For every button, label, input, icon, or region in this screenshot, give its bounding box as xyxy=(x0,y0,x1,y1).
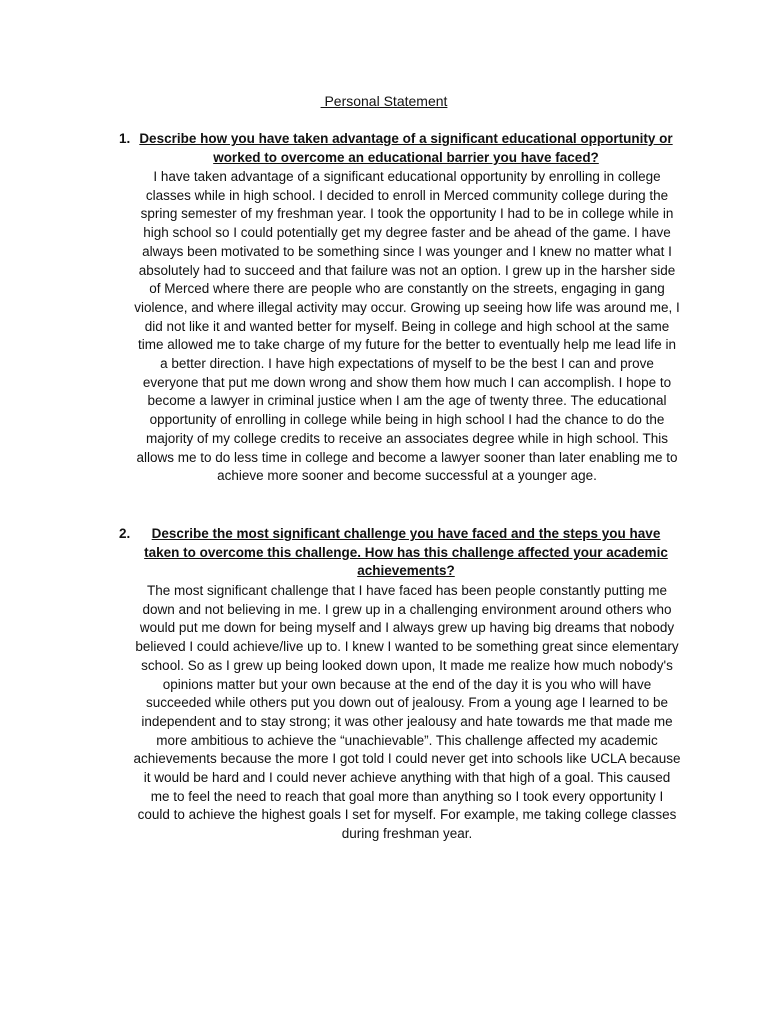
question-1 xyxy=(119,130,676,167)
question-number: 1. xyxy=(119,131,131,146)
question-2 xyxy=(119,525,676,581)
question-prompt: Describe how you have taken advantage of a significant educational opportunity or worked to overcome an educational barrier you have faced? xyxy=(139,131,673,165)
answer-1: I have taken advantage of a significant educational opportunity by enrolling in college classes while in high school. I decided to enroll in Merced community college during the spring semester of my freshman year. I took the opportunity I had to be in college while in high school so I could potentially get my degree faster and be ahead of the game. I have always been motivated to be something since I was younger and I knew no matter what I absolutely had to succeed and that failure was not an option. I grew up in the harsher side of Merced where there are people who are constantly on the streets, engaging in gang violence, and where illegal activity may occur. Growing up seeing how life was around me, I did not like it and wanted better for myself. Being in college and high school at the same time allowed me to take charge of my future for the better to eventually help me lead life in a better direction. I have high expectations of myself to be the best I can and prove everyone that put me down wrong and show them how much I can accomplish. I hope to become a lawyer in criminal justice when I am the age of twenty three. The educational opportunity of enrolling in college while being in high school I had the chance to do the majority of my college credits to receive an associates degree while in high school. This allows me to do less time in college and become a lawyer sooner than later enabling me to achieve more sooner and become successful at a younger age. xyxy=(134,169,680,484)
question-prompt: Describe the most significant challenge you have faced and the steps you have taken to overcome this challenge. How has this challenge affected your academic achievements? xyxy=(144,526,668,579)
page-title: Personal Statement xyxy=(320,93,448,109)
question-number: 2. xyxy=(119,526,131,541)
answer-2: The most significant challenge that I have faced has been people constantly putting me down and not believing in me. I grew up in a challenging environment around others who would put me down for being myself and I always grew up having big dreams that nobody believed I could achieve/live up to. I knew I wanted to be something great since elementary school. So as I grew up being looked down upon, It made me realize how much nobody's opinions matter but your own because at the end of the day it is you who will have succeeded while others put you down out of jealousy. From a young age I learned to be independent and to stay strong; it was other jealousy and hate towards me that made me more ambitious to achieve the “unachievable”. This challenge affected my academic achievements because the more I got told I could never get into schools like UCLA because it would be hard and I could never achieve anything with that high of a goal. This caused me to feel the need to reach that goal more than anything so I took every opportunity I could to achieve the highest goals I set for myself. For example, me taking college classes during freshman year. xyxy=(133,583,681,842)
